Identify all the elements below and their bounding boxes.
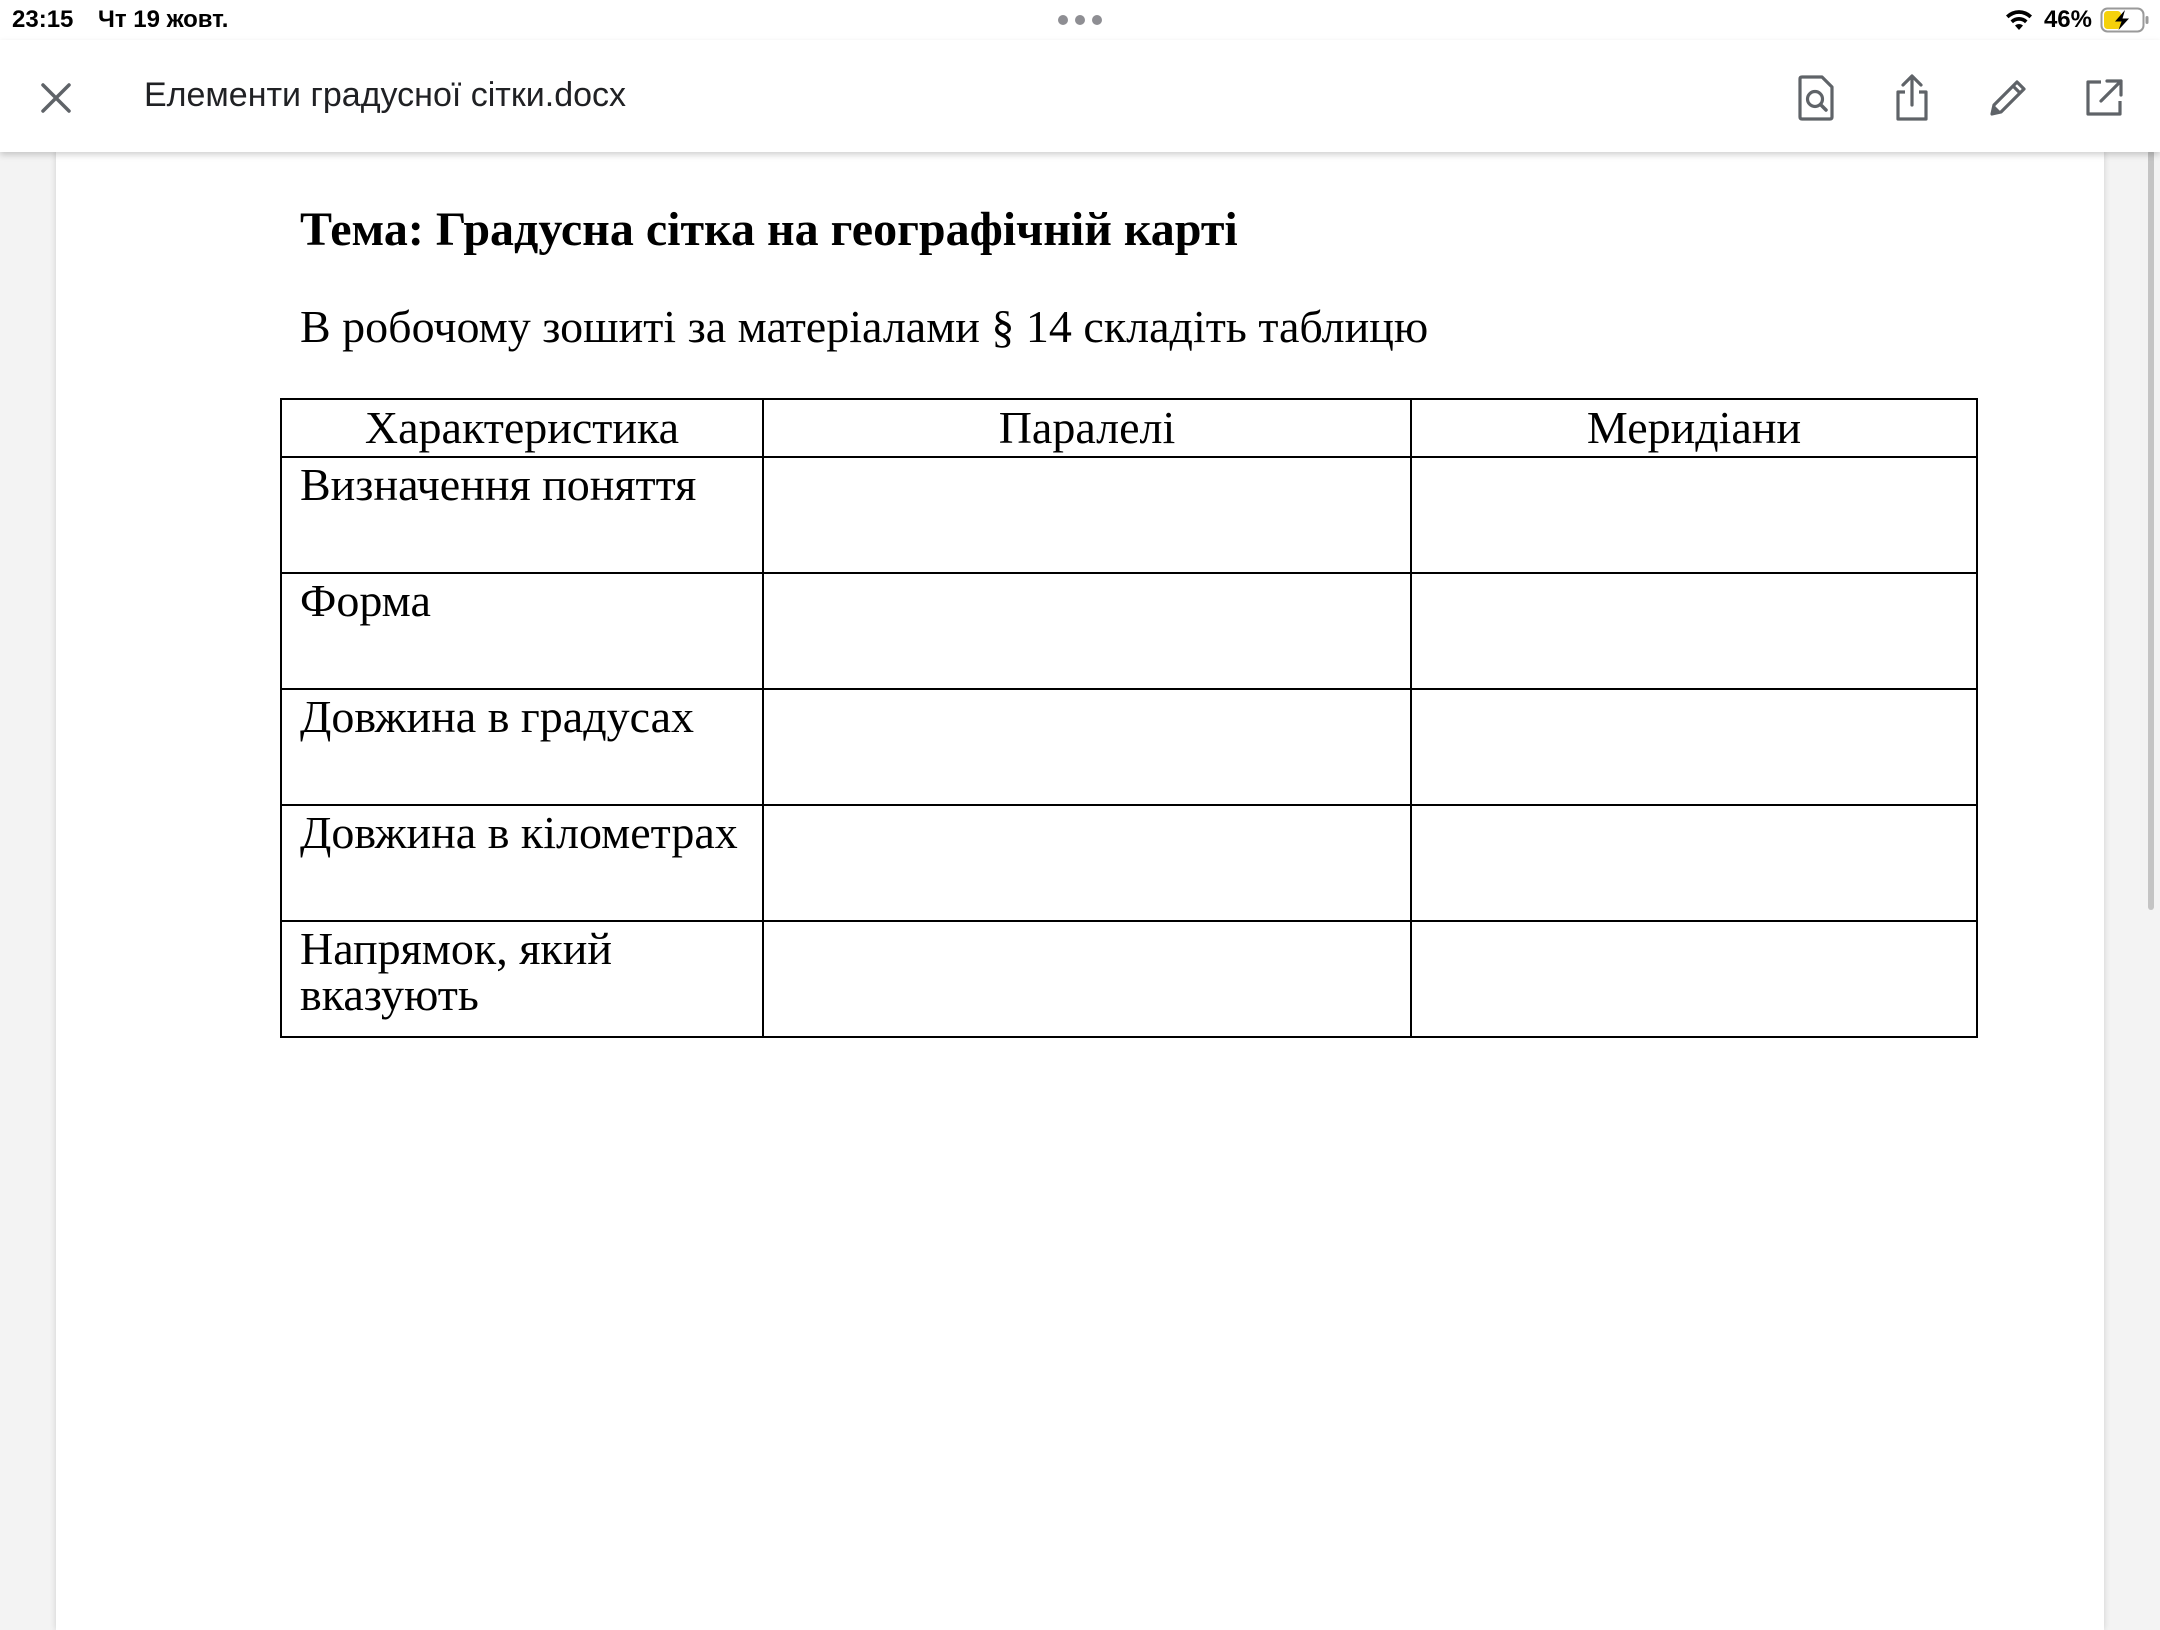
table-row-label: Довжина в кілометрах	[281, 805, 763, 921]
status-time: 23:15	[12, 6, 74, 33]
table-cell-parallels	[763, 805, 1411, 921]
table-cell-meridians	[1411, 921, 1977, 1037]
document-page[interactable]	[56, 150, 2104, 1630]
table-row-label: Напрямок, який вказують	[281, 921, 763, 1037]
multitasking-dots-icon[interactable]	[1057, 14, 1103, 26]
share-icon	[1892, 74, 1932, 122]
document-paragraph: В робочому зошиті за матеріалами § 14 складіть таблицю	[300, 301, 1429, 352]
status-bar	[0, 0, 2160, 40]
table-header-row	[281, 399, 1977, 457]
table-header-characteristic: Характеристика	[281, 399, 763, 457]
open-in-new-button[interactable]	[2076, 70, 2132, 126]
table-row-label: Форма	[281, 573, 763, 689]
edit-button[interactable]	[1980, 70, 2036, 126]
table-cell-parallels	[763, 457, 1411, 573]
table-cell-parallels	[763, 921, 1411, 1037]
table-cell-parallels	[763, 689, 1411, 805]
battery-percent: 46%	[2043, 6, 2092, 33]
share-button[interactable]	[1884, 70, 1940, 126]
open-in-new-icon	[2083, 77, 2125, 119]
table-cell-meridians	[1411, 457, 1977, 573]
table-cell-meridians	[1411, 573, 1977, 689]
status-indicators	[2004, 4, 2150, 36]
table-cell-parallels	[763, 573, 1411, 689]
close-button[interactable]	[30, 72, 82, 124]
table-cell-meridians	[1411, 689, 1977, 805]
table-row	[281, 457, 1977, 573]
pencil-icon	[1987, 77, 2029, 119]
document-heading: Тема: Градусна сітка на географічній карті	[300, 203, 1238, 256]
app-bar	[0, 40, 2160, 152]
table-row	[281, 805, 1977, 921]
wifi-icon	[2004, 8, 2034, 32]
characteristics-table	[280, 398, 1978, 1038]
search-document-icon	[1796, 75, 1836, 121]
table-header-parallels: Паралелі	[763, 399, 1411, 457]
vertical-scrollbar[interactable]	[2148, 150, 2154, 910]
status-date: Чт 19 жовт.	[98, 6, 229, 33]
table-row	[281, 689, 1977, 805]
table-header-meridians: Меридіани	[1411, 399, 1977, 457]
document-title: Елементи градусної сітки.docx	[144, 76, 627, 114]
find-in-document-button[interactable]	[1788, 70, 1844, 126]
table-row-label: Визначення поняття	[281, 457, 763, 573]
table-row	[281, 921, 1977, 1037]
table-row-label: Довжина в градусах	[281, 689, 763, 805]
close-icon	[40, 82, 72, 114]
table-row	[281, 573, 1977, 689]
table-cell-meridians	[1411, 805, 1977, 921]
battery-charging-icon	[2100, 7, 2150, 33]
